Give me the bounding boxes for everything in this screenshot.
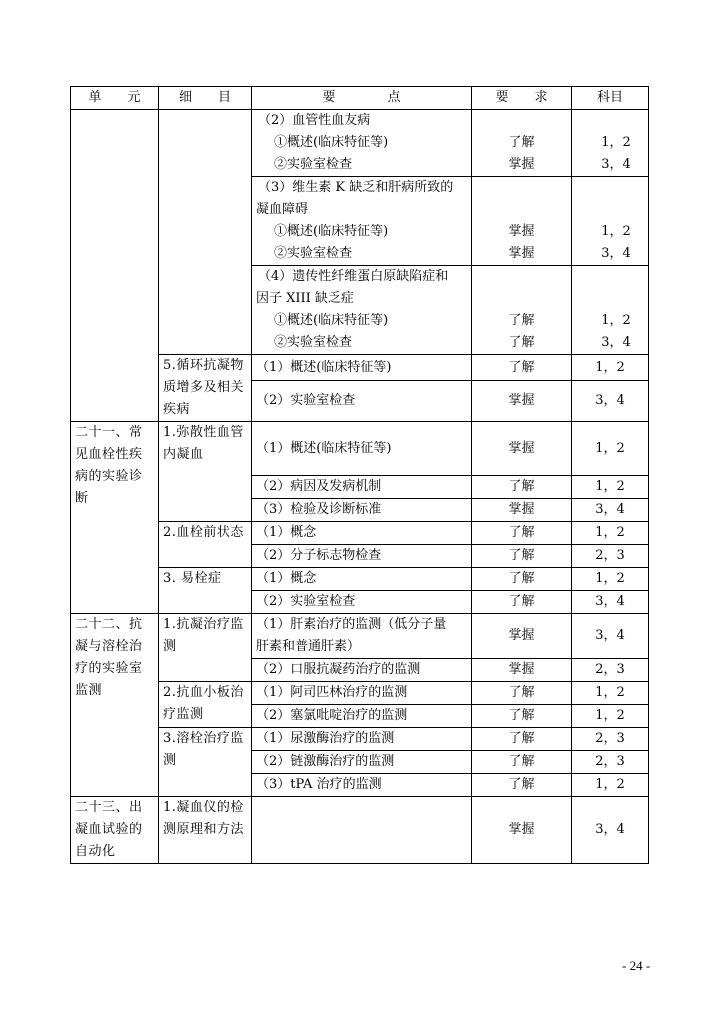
point-cell: （1）概念 xyxy=(252,522,472,545)
point-cell: （1）概述(临床特征等) xyxy=(252,355,472,381)
subj-line: 1，2 xyxy=(601,224,631,239)
point-line: 因子 XIII 缺乏症 xyxy=(256,291,354,306)
detail-cell: 1.凝血仪的检测原理和方法 xyxy=(159,797,252,864)
point-line: 凝血障碍 xyxy=(256,202,309,217)
subj-cell: 3，4 xyxy=(572,797,649,864)
point-cell: （2）口服抗凝药治疗的监测 xyxy=(252,659,472,682)
point-block-2 xyxy=(252,177,472,266)
detail-cell-continued xyxy=(159,110,252,355)
detail-cell: 3.溶栓治疗监测 xyxy=(159,728,252,797)
header-detail: 细 目 xyxy=(159,87,252,110)
subj-cell: 1，2 xyxy=(572,422,649,476)
detail-cell: 1.抗凝治疗监测 xyxy=(159,614,252,682)
header-requirement: 要 求 xyxy=(472,87,572,110)
subj-line: 3，4 xyxy=(601,157,631,172)
detail-cell: 5.循环抗凝物质增多及相关疾病 xyxy=(159,355,252,422)
subj-cell: 3，4 xyxy=(572,381,649,422)
subj-block-2 xyxy=(572,177,649,266)
req-cell: 了解 xyxy=(472,751,572,774)
point-line: ②实验室检查 xyxy=(274,246,353,261)
subj-cell: 1，2 xyxy=(572,476,649,499)
header-subject: 科目 xyxy=(572,87,649,110)
subj-line xyxy=(572,266,648,288)
point-cell: （1）概念 xyxy=(252,568,472,591)
table-row xyxy=(71,797,649,864)
subj-cell: 2，3 xyxy=(572,728,649,751)
req-cell: 了解 xyxy=(472,522,572,545)
point-cell: （1）概述(临床特征等) xyxy=(252,422,472,476)
subj-cell: 1，2 xyxy=(572,705,649,728)
point-line: ①概述(临床特征等) xyxy=(274,135,389,150)
subj-cell: 1，2 xyxy=(572,568,649,591)
subj-block-3 xyxy=(572,266,649,355)
point-cell: （2）分子标志物检查 xyxy=(252,545,472,568)
point-line: （3）维生素 K 缺乏和肝病所致的 xyxy=(258,180,454,195)
point-cell: （3）检验及诊断标准 xyxy=(252,499,472,522)
req-cell: 了解 xyxy=(472,568,572,591)
table-row xyxy=(71,614,649,659)
req-cell: 掌握 xyxy=(472,381,572,422)
req-line: 掌握 xyxy=(508,246,535,261)
point-line: （2）血管性血友病 xyxy=(258,113,371,128)
req-cell: 了解 xyxy=(472,682,572,705)
subj-cell: 3，4 xyxy=(572,591,649,614)
unit-cell: 二十二、抗凝与溶栓治疗的实验室监测 xyxy=(71,614,159,797)
subj-cell: 1，2 xyxy=(572,355,649,381)
subj-line: 3，4 xyxy=(601,246,631,261)
syllabus-table xyxy=(70,86,649,864)
subj-cell: 2，3 xyxy=(572,545,649,568)
req-line xyxy=(472,199,571,221)
req-cell: 掌握 xyxy=(472,797,572,864)
unit-cell: 二十一、常见血栓性疾病的实验诊断 xyxy=(71,422,159,614)
req-cell: 了解 xyxy=(472,705,572,728)
req-block-2 xyxy=(472,177,572,266)
point-line: （4）遗传性纤维蛋白原缺陷症和 xyxy=(258,269,449,284)
point-cell xyxy=(252,797,472,864)
unit-cell-continued xyxy=(71,110,159,422)
req-line: 了解 xyxy=(508,313,535,328)
point-cell: （2）链激酶治疗的监测 xyxy=(252,751,472,774)
subj-line xyxy=(572,177,648,199)
req-line xyxy=(472,177,571,199)
point-line: ②实验室检查 xyxy=(274,157,353,172)
req-cell: 掌握 xyxy=(472,659,572,682)
subj-cell: 3，4 xyxy=(572,614,649,659)
req-cell: 了解 xyxy=(472,476,572,499)
subj-cell: 1，2 xyxy=(572,522,649,545)
req-line: 了解 xyxy=(508,335,535,350)
subj-cell: 2，3 xyxy=(572,751,649,774)
point-cell: （1）尿激酶治疗的监测 xyxy=(252,728,472,751)
detail-cell: 2.血栓前状态 xyxy=(159,522,252,568)
req-cell: 掌握 xyxy=(472,499,572,522)
point-cell: （2）病因及发病机制 xyxy=(252,476,472,499)
point-line: （1）肝素治疗的监测（低分子量 xyxy=(256,617,447,632)
req-line: 了解 xyxy=(508,135,535,150)
point-cell xyxy=(252,614,472,659)
req-cell: 了解 xyxy=(472,355,572,381)
subj-line xyxy=(572,110,648,132)
point-line: ②实验室检查 xyxy=(274,335,353,350)
req-line xyxy=(472,266,571,288)
point-line: 肝素和普通肝素） xyxy=(256,639,361,654)
table-row xyxy=(71,422,649,476)
subj-line: 1，2 xyxy=(601,135,631,150)
subj-cell: 3，4 xyxy=(572,499,649,522)
header-points: 要 点 xyxy=(252,87,472,110)
point-block-1 xyxy=(252,110,472,177)
req-line: 掌握 xyxy=(508,157,535,172)
subj-block-1 xyxy=(572,110,649,177)
req-cell: 了解 xyxy=(472,774,572,797)
point-cell: （1）阿司匹林治疗的监测 xyxy=(252,682,472,705)
req-cell: 了解 xyxy=(472,545,572,568)
point-block-3 xyxy=(252,266,472,355)
header-row xyxy=(71,87,649,110)
req-line xyxy=(472,288,571,310)
req-block-1 xyxy=(472,110,572,177)
page-number: - 24 - xyxy=(622,958,651,973)
unit-cell: 二十三、出凝血试验的自动化 xyxy=(71,797,159,864)
detail-cell: 2.抗血小板治疗监测 xyxy=(159,682,252,728)
point-cell: （2）实验室检查 xyxy=(252,591,472,614)
req-line: 掌握 xyxy=(508,224,535,239)
subj-line: 3，4 xyxy=(601,335,631,350)
req-cell: 了解 xyxy=(472,591,572,614)
req-cell: 了解 xyxy=(472,728,572,751)
subj-cell: 1，2 xyxy=(572,682,649,705)
point-line: ①概述(临床特征等) xyxy=(274,313,389,328)
subj-line xyxy=(572,199,648,221)
subj-line: 1，2 xyxy=(601,313,631,328)
subj-line xyxy=(572,288,648,310)
req-cell: 掌握 xyxy=(472,422,572,476)
table-row xyxy=(71,110,649,177)
req-line xyxy=(472,110,571,132)
point-cell: （2）塞氯吡啶治疗的监测 xyxy=(252,705,472,728)
req-block-3 xyxy=(472,266,572,355)
point-cell: （3）tPA 治疗的监测 xyxy=(252,774,472,797)
req-cell: 掌握 xyxy=(472,614,572,659)
point-cell: （2）实验室检查 xyxy=(252,381,472,422)
point-line: ①概述(临床特征等) xyxy=(274,224,389,239)
detail-cell: 1.弥散性血管内凝血 xyxy=(159,422,252,522)
detail-cell: 3. 易栓症 xyxy=(159,568,252,614)
subj-cell: 2，3 xyxy=(572,659,649,682)
subj-cell: 1，2 xyxy=(572,774,649,797)
header-unit: 单 元 xyxy=(71,87,159,110)
